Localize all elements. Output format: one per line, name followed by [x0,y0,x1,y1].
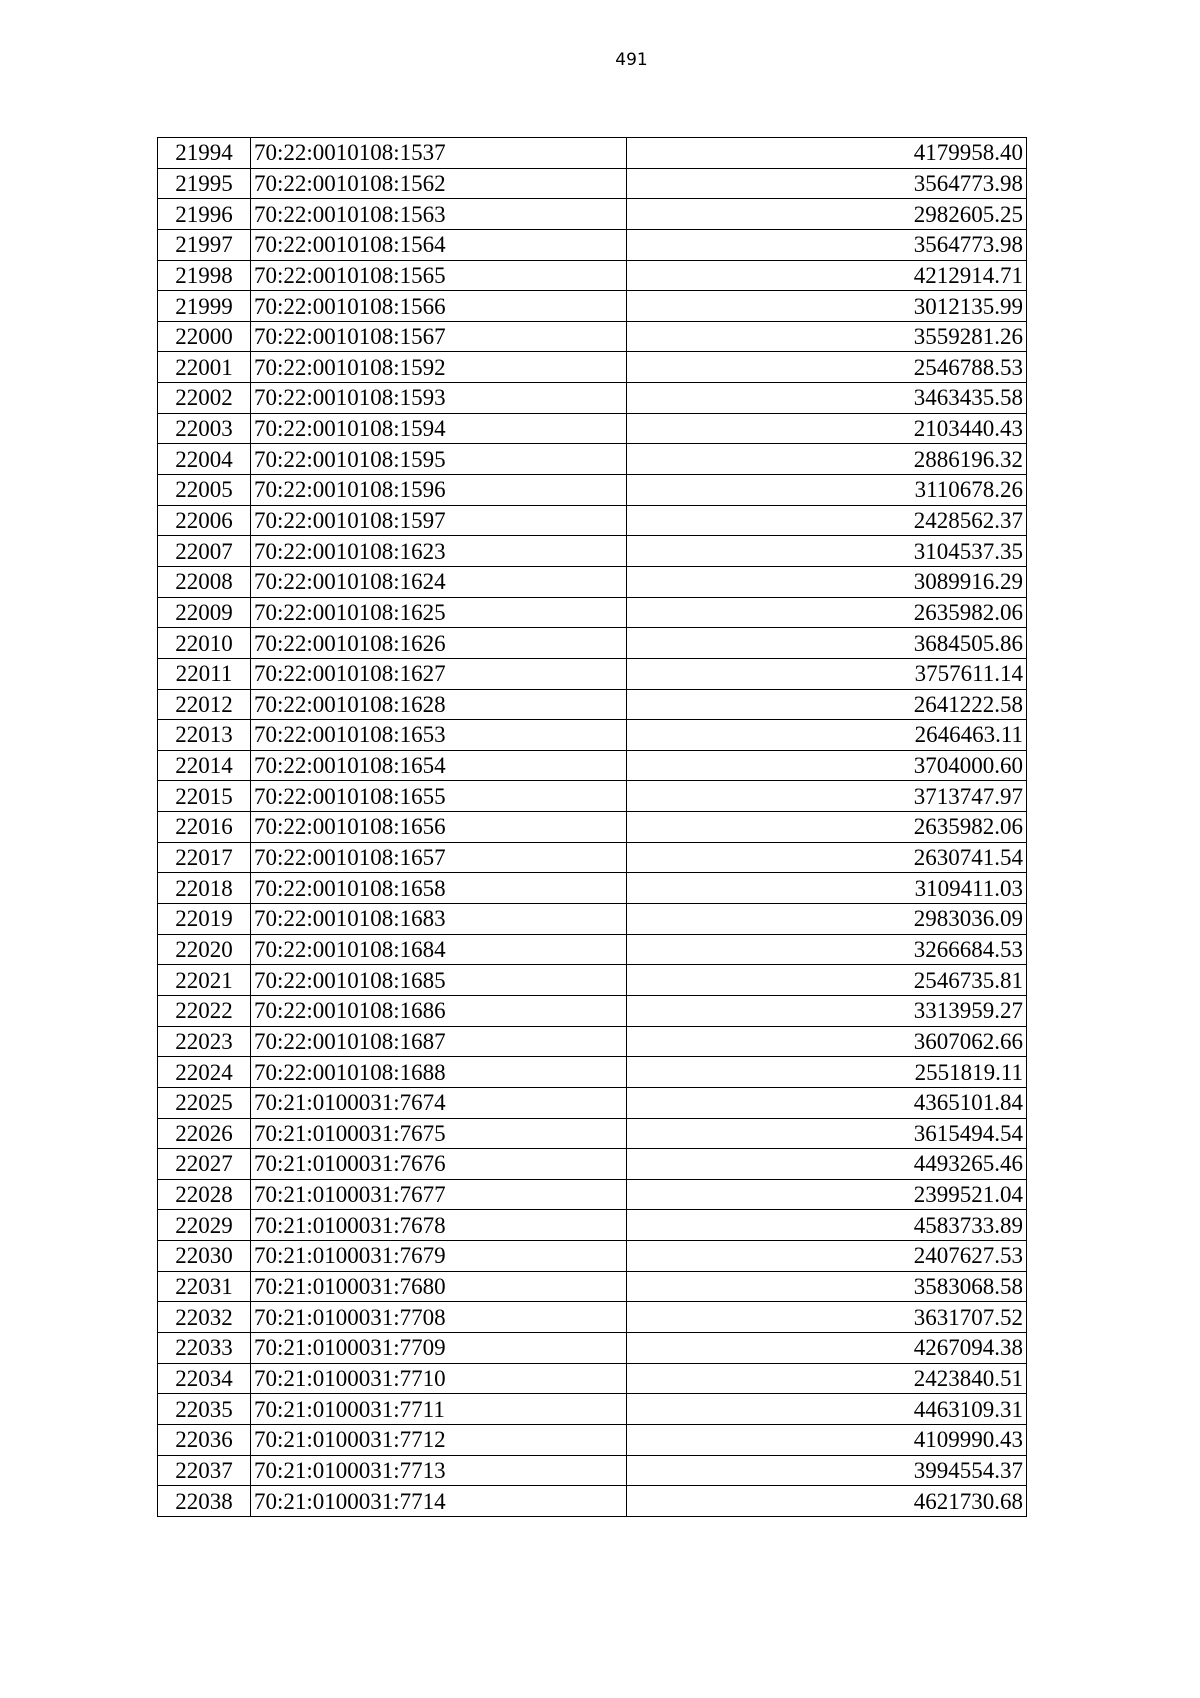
row-number-cell: 22001 [158,352,251,383]
table-row [158,383,1027,414]
table-row [158,812,1027,843]
table-row [158,505,1027,536]
cadastral-value-cell: 3463435.58 [627,383,1027,414]
row-number-cell: 21996 [158,199,251,230]
cadastral-number-cell: 70:22:0010108:1657 [251,842,627,873]
cadastral-number-cell: 70:21:0100031:7674 [251,1087,627,1118]
row-number-cell: 22009 [158,597,251,628]
cadastral-number-cell: 70:22:0010108:1625 [251,597,627,628]
table-row [158,1057,1027,1088]
table-row [158,658,1027,689]
cadastral-number-cell: 70:22:0010108:1593 [251,383,627,414]
table-row [158,965,1027,996]
table-row [158,934,1027,965]
table-row [158,1149,1027,1180]
cadastral-value-cell: 2428562.37 [627,505,1027,536]
row-number-cell: 22020 [158,934,251,965]
table-row [158,138,1027,169]
row-number-cell: 22006 [158,505,251,536]
cadastral-value-cell: 4267094.38 [627,1332,1027,1363]
table-row [158,1241,1027,1272]
row-number-cell: 21997 [158,229,251,260]
cadastral-number-cell: 70:22:0010108:1688 [251,1057,627,1088]
cadastral-number-cell: 70:22:0010108:1654 [251,750,627,781]
cadastral-value-cell: 2886196.32 [627,444,1027,475]
cadastral-value-cell: 4463109.31 [627,1394,1027,1425]
row-number-cell: 22011 [158,658,251,689]
table-row [158,413,1027,444]
row-number-cell: 22014 [158,750,251,781]
cadastral-value-cell: 3109411.03 [627,873,1027,904]
table-row [158,566,1027,597]
row-number-cell: 22023 [158,1026,251,1057]
cadastral-number-cell: 70:22:0010108:1565 [251,260,627,291]
cadastral-number-cell: 70:22:0010108:1623 [251,536,627,567]
cadastral-value-cell: 2103440.43 [627,413,1027,444]
table-row [158,689,1027,720]
cadastral-number-cell: 70:22:0010108:1564 [251,229,627,260]
table-row [158,842,1027,873]
table-row [158,628,1027,659]
cadastral-value-cell: 2423840.51 [627,1363,1027,1394]
row-number-cell: 21998 [158,260,251,291]
table-row [158,291,1027,322]
table-row [158,1302,1027,1333]
cadastral-value-cell: 2551819.11 [627,1057,1027,1088]
cadastral-number-cell: 70:21:0100031:7712 [251,1424,627,1455]
table-row [158,1210,1027,1241]
row-number-cell: 22017 [158,842,251,873]
table-row [158,995,1027,1026]
cadastral-value-cell: 3266684.53 [627,934,1027,965]
row-number-cell: 22034 [158,1363,251,1394]
row-number-cell: 22035 [158,1394,251,1425]
table-row [158,260,1027,291]
cadastral-number-cell: 70:22:0010108:1628 [251,689,627,720]
cadastral-value-cell: 3564773.98 [627,168,1027,199]
row-number-cell: 22019 [158,904,251,935]
cadastral-value-cell: 3757611.14 [627,658,1027,689]
cadastral-number-cell: 70:21:0100031:7709 [251,1332,627,1363]
cadastral-value-cell: 4365101.84 [627,1087,1027,1118]
table-row [158,597,1027,628]
table-row [158,168,1027,199]
cadastral-number-cell: 70:21:0100031:7708 [251,1302,627,1333]
row-number-cell: 22033 [158,1332,251,1363]
cadastral-value-cell: 3313959.27 [627,995,1027,1026]
cadastral-number-cell: 70:22:0010108:1596 [251,475,627,506]
cadastral-number-cell: 70:22:0010108:1655 [251,781,627,812]
cadastral-value-cell: 3631707.52 [627,1302,1027,1333]
cadastral-number-cell: 70:22:0010108:1656 [251,812,627,843]
cadastral-number-cell: 70:22:0010108:1686 [251,995,627,1026]
table-row [158,873,1027,904]
row-number-cell: 21994 [158,138,251,169]
cadastral-value-cell: 3110678.26 [627,475,1027,506]
table-row [158,352,1027,383]
table-row [158,1026,1027,1057]
cadastral-value-cell: 2983036.09 [627,904,1027,935]
cadastral-number-cell: 70:22:0010108:1594 [251,413,627,444]
cadastral-number-cell: 70:22:0010108:1687 [251,1026,627,1057]
table-row [158,444,1027,475]
row-number-cell: 21999 [158,291,251,322]
row-number-cell: 21995 [158,168,251,199]
cadastral-value-cell: 4493265.46 [627,1149,1027,1180]
table-row [158,1394,1027,1425]
table-body [158,138,1027,1517]
cadastral-value-cell: 2641222.58 [627,689,1027,720]
cadastral-value-cell: 3607062.66 [627,1026,1027,1057]
row-number-cell: 22018 [158,873,251,904]
row-number-cell: 22024 [158,1057,251,1088]
cadastral-value-cell: 4109990.43 [627,1424,1027,1455]
cadastral-number-cell: 70:21:0100031:7678 [251,1210,627,1241]
row-number-cell: 22027 [158,1149,251,1180]
cadastral-number-cell: 70:22:0010108:1566 [251,291,627,322]
cadastral-value-cell: 2407627.53 [627,1241,1027,1272]
cadastral-value-cell: 2546788.53 [627,352,1027,383]
cadastral-value-cell: 2630741.54 [627,842,1027,873]
table-row [158,1424,1027,1455]
table-row [158,1087,1027,1118]
table-row [158,1363,1027,1394]
cadastral-value-cell: 2399521.04 [627,1179,1027,1210]
cadastral-number-cell: 70:21:0100031:7676 [251,1149,627,1180]
table-row [158,1455,1027,1486]
cadastral-value-cell: 3559281.26 [627,321,1027,352]
row-number-cell: 22028 [158,1179,251,1210]
cadastral-value-cell: 3104537.35 [627,536,1027,567]
cadastral-value-cell: 4179958.40 [627,138,1027,169]
row-number-cell: 22032 [158,1302,251,1333]
cadastral-value-cell: 3615494.54 [627,1118,1027,1149]
cadastral-number-cell: 70:21:0100031:7675 [251,1118,627,1149]
table-row [158,321,1027,352]
row-number-cell: 22012 [158,689,251,720]
row-number-cell: 22007 [158,536,251,567]
row-number-cell: 22025 [158,1087,251,1118]
cadastral-number-cell: 70:21:0100031:7710 [251,1363,627,1394]
table-row [158,1179,1027,1210]
table-row [158,720,1027,751]
cadastral-number-cell: 70:21:0100031:7680 [251,1271,627,1302]
table-row [158,1271,1027,1302]
row-number-cell: 22022 [158,995,251,1026]
row-number-cell: 22005 [158,475,251,506]
table-row [158,229,1027,260]
cadastral-number-cell: 70:22:0010108:1658 [251,873,627,904]
cadastral-value-cell: 3583068.58 [627,1271,1027,1302]
cadastral-number-cell: 70:21:0100031:7679 [251,1241,627,1272]
cadastral-number-cell: 70:22:0010108:1627 [251,658,627,689]
row-number-cell: 22026 [158,1118,251,1149]
cadastral-value-cell: 4621730.68 [627,1486,1027,1517]
cadastral-number-cell: 70:22:0010108:1597 [251,505,627,536]
row-number-cell: 22029 [158,1210,251,1241]
row-number-cell: 22037 [158,1455,251,1486]
cadastral-value-cell: 3564773.98 [627,229,1027,260]
table-row [158,750,1027,781]
table-row [158,475,1027,506]
cadastral-value-cell: 3012135.99 [627,291,1027,322]
row-number-cell: 22030 [158,1241,251,1272]
row-number-cell: 22003 [158,413,251,444]
row-number-cell: 22002 [158,383,251,414]
cadastral-number-cell: 70:22:0010108:1653 [251,720,627,751]
row-number-cell: 22013 [158,720,251,751]
row-number-cell: 22031 [158,1271,251,1302]
row-number-cell: 22016 [158,812,251,843]
table-row [158,1118,1027,1149]
cadastral-number-cell: 70:22:0010108:1567 [251,321,627,352]
cadastral-number-cell: 70:22:0010108:1595 [251,444,627,475]
cadastral-number-cell: 70:22:0010108:1537 [251,138,627,169]
cadastral-value-cell: 3713747.97 [627,781,1027,812]
cadastral-value-table [157,137,1027,1517]
cadastral-value-cell: 3684505.86 [627,628,1027,659]
cadastral-value-cell: 3089916.29 [627,566,1027,597]
page-number: 491 [615,50,648,70]
row-number-cell: 22015 [158,781,251,812]
cadastral-value-cell: 3994554.37 [627,1455,1027,1486]
cadastral-number-cell: 70:21:0100031:7711 [251,1394,627,1425]
row-number-cell: 22021 [158,965,251,996]
table-row [158,536,1027,567]
table-row [158,1486,1027,1517]
row-number-cell: 22008 [158,566,251,597]
cadastral-value-cell: 4212914.71 [627,260,1027,291]
row-number-cell: 22000 [158,321,251,352]
cadastral-number-cell: 70:21:0100031:7713 [251,1455,627,1486]
table-row [158,1332,1027,1363]
cadastral-number-cell: 70:22:0010108:1563 [251,199,627,230]
cadastral-number-cell: 70:22:0010108:1624 [251,566,627,597]
cadastral-number-cell: 70:21:0100031:7714 [251,1486,627,1517]
row-number-cell: 22010 [158,628,251,659]
cadastral-value-cell: 2635982.06 [627,812,1027,843]
table-row [158,199,1027,230]
cadastral-value-cell: 4583733.89 [627,1210,1027,1241]
cadastral-value-cell: 2646463.11 [627,720,1027,751]
cadastral-number-cell: 70:22:0010108:1562 [251,168,627,199]
cadastral-number-cell: 70:22:0010108:1626 [251,628,627,659]
row-number-cell: 22004 [158,444,251,475]
cadastral-number-cell: 70:21:0100031:7677 [251,1179,627,1210]
row-number-cell: 22036 [158,1424,251,1455]
cadastral-value-cell: 3704000.60 [627,750,1027,781]
table-row [158,781,1027,812]
cadastral-number-cell: 70:22:0010108:1685 [251,965,627,996]
cadastral-number-cell: 70:22:0010108:1684 [251,934,627,965]
cadastral-number-cell: 70:22:0010108:1683 [251,904,627,935]
cadastral-number-cell: 70:22:0010108:1592 [251,352,627,383]
table-row [158,904,1027,935]
cadastral-value-cell: 2982605.25 [627,199,1027,230]
cadastral-value-cell: 2635982.06 [627,597,1027,628]
cadastral-value-cell: 2546735.81 [627,965,1027,996]
row-number-cell: 22038 [158,1486,251,1517]
